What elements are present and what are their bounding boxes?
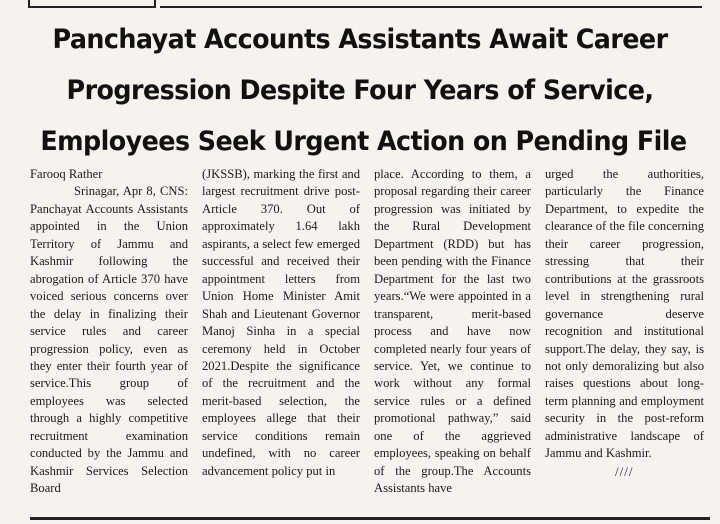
column-1-text: Srinagar, Apr 8, CNS: Panchayat Accounts Assistants appointed in the Union Territory of Jammu and Kashmir following the abrogation of Article 370 have voiced serious concerns over the delay in finalizing their service rules and career progression policy, even as they enter their fourth year of service.This group of employees was selected through a highly competitive recruitment examination conducted by the Jammu and Kashmir Services Selection Board (30, 184, 188, 496)
top-border-box (28, 0, 156, 8)
column-4-text: urged the authorities, particularly the Finance Department, to expedite the clearance of the file concerning their career progression, stressing that their contributions at the grassroots level in strengthening rural governance deserve recognition and institutional support.The delay, they say, is not only demoralizing but also raises questions about long-term planning and employment security in the post-reform administrative landscape of Jammu and Kashmir. (545, 167, 704, 461)
byline: Farooq Rather (30, 167, 103, 181)
article-column-4 (545, 166, 704, 510)
top-rule (160, 6, 702, 8)
headline-line-2: Progression Despite Four Years of Service, (66, 75, 654, 106)
article-body (30, 166, 710, 510)
end-mark: //// (615, 463, 634, 479)
bottom-rule (30, 517, 710, 520)
headline-line-1: Panchayat Accounts Assistants Await Career (52, 24, 668, 55)
column-3-text: place. According to them, a proposal regarding their career progression was initiated by the Rural Development Department (RDD) but has been pending with the Finance Department for the last two years.“We were appointed in a transparent, merit-based process and have now completed nearly four years of service. Yet, we continue to work without any formal service rules or a defined promotional pathway,” said one of the aggrieved employees, speaking on behalf of the group.The Accounts Assistants have (374, 167, 531, 496)
article-column-1 (30, 166, 188, 510)
article-column-3 (374, 166, 531, 510)
headline-line-3: Employees Seek Urgent Action on Pending File (40, 126, 687, 157)
article-column-2 (202, 166, 360, 510)
headline (40, 14, 687, 167)
column-2-text: (JKSSB), marking the first and largest recruitment drive post-Article 370. Out of approximately 1.64 lakh aspirants, a select few emerged successful and received their appointment letters from Union Home Minister Amit Shah and Lieutenant Governor Manoj Sinha in a special ceremony held in October 2021.Despite the significance of the recruitment and the merit-based selection, the employees allege that their service conditions remain undefined, with no career advancement policy put in (202, 167, 360, 478)
adjacent-page-edge (712, 210, 720, 510)
